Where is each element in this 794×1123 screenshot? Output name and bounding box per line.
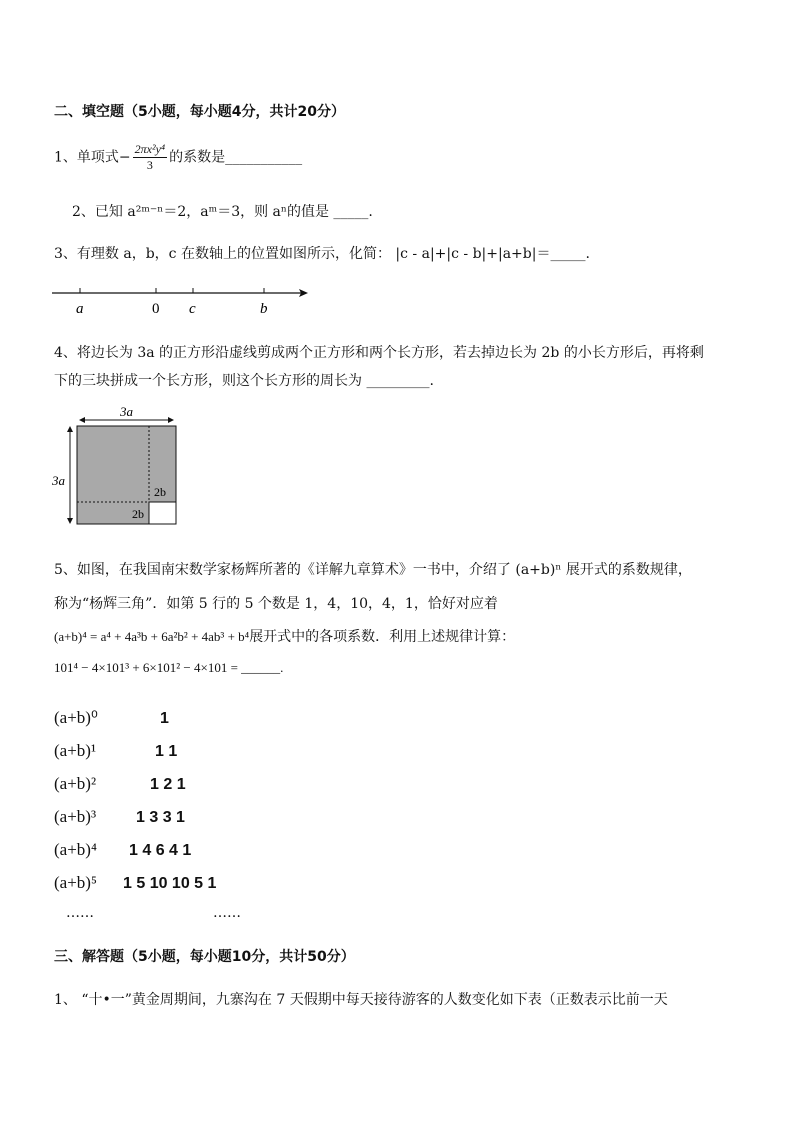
inner-top-label: 2b: [154, 485, 166, 499]
triangle-row-3-coeffs: 1 3 3 1: [136, 809, 185, 826]
triangle-row-2-coeffs: 1 2 1: [150, 776, 186, 793]
q1-prefix: 1、单项式: [54, 149, 119, 166]
question-5-line-1: 5、如图，在我国南宋数学家杨辉所著的《详解九章算术》一书中，介绍了 (a+b)ⁿ 展开式的系数规律，: [54, 562, 692, 578]
question-3: 3、有理数 a，b，c 在数轴上的位置如图所示，化简： |c - a|+|c - b|+|a+b|＝_____.: [54, 246, 590, 262]
label-b: b: [260, 301, 268, 317]
question-4-line-2: 下的三块拼成一个长方形，则这个长方形的周长为 _________.: [54, 373, 434, 389]
triangle-row-0-coeffs: 1: [160, 710, 169, 727]
question-5-line-2: 称为“杨辉三角”．如第 5 行的 5 个数是 1，4，10，4，1，恰好对应着: [54, 596, 498, 612]
question-2: 2、已知 a²ᵐ⁻ⁿ＝2，aᵐ＝3，则 aⁿ的值是 _____.: [72, 204, 373, 220]
removed-small-rectangle: [149, 502, 176, 524]
label-a: a: [76, 301, 84, 317]
label-c: c: [189, 301, 196, 317]
top-dimension-label: 3a: [120, 404, 133, 419]
triangle-row-1-label: (a+b)¹: [54, 741, 97, 760]
binomial-expansion-formula: (a+b)⁴ = a⁴ + 4a³b + 6a²b² + 4ab³ + b⁴: [54, 629, 250, 644]
triangle-row-4-coeffs: 1 4 6 4 1: [129, 842, 192, 859]
square-figure: [48, 400, 188, 530]
triangle-row-5-coeffs: 1 5 10 10 5 1: [123, 875, 217, 892]
question-4-line-1: 4、将边长为 3a 的正方形沿虚线剪成两个正方形和两个长方形，若去掉边长为 2b 的小长方形后，再将剩: [54, 345, 704, 361]
section-3-title: 三、解答题（5小题，每小题10分，共计50分）: [54, 949, 355, 965]
q1-denominator: 3: [146, 158, 153, 172]
q1-minus: −: [118, 149, 131, 166]
q1-fraction: [133, 142, 167, 173]
question-5-line-4: 101⁴ − 4×101³ + 6×101² − 4×101 = ______.: [54, 660, 284, 675]
question-5-line-3: [54, 626, 515, 646]
q1-suffix: 的系数是___________: [169, 149, 303, 166]
number-line-figure: [50, 282, 315, 318]
triangle-ellipsis-right: ……: [213, 905, 241, 921]
section-3-question-1: 1、 “十•一”黄金周期间，九寨沟在 7 天假期中每天接待游客的人数变化如下表（正数表示比前一天: [54, 992, 668, 1008]
left-dimension-label: 3a: [52, 473, 65, 488]
triangle-ellipsis-left: ……: [66, 905, 94, 921]
label-0: 0: [152, 301, 160, 317]
question-1: [54, 142, 302, 173]
section-2-title: 二、填空题（5小题，每小题4分，共计20分）: [54, 104, 345, 120]
triangle-row-5-label: (a+b)⁵: [54, 873, 97, 892]
triangle-row-1-coeffs: 1 1: [155, 743, 178, 760]
triangle-row-0-label: (a+b)⁰: [54, 708, 98, 727]
triangle-row-3-label: (a+b)³: [54, 807, 97, 826]
triangle-row-2-label: (a+b)²: [54, 774, 97, 793]
q1-numerator: 2πx²y⁴: [134, 142, 166, 156]
triangle-row-4-label: (a+b)⁴: [54, 840, 97, 859]
inner-left-label: 2b: [132, 507, 144, 521]
q5-line-3-text: 展开式中的各项系数．利用上述规律计算：: [249, 629, 516, 645]
